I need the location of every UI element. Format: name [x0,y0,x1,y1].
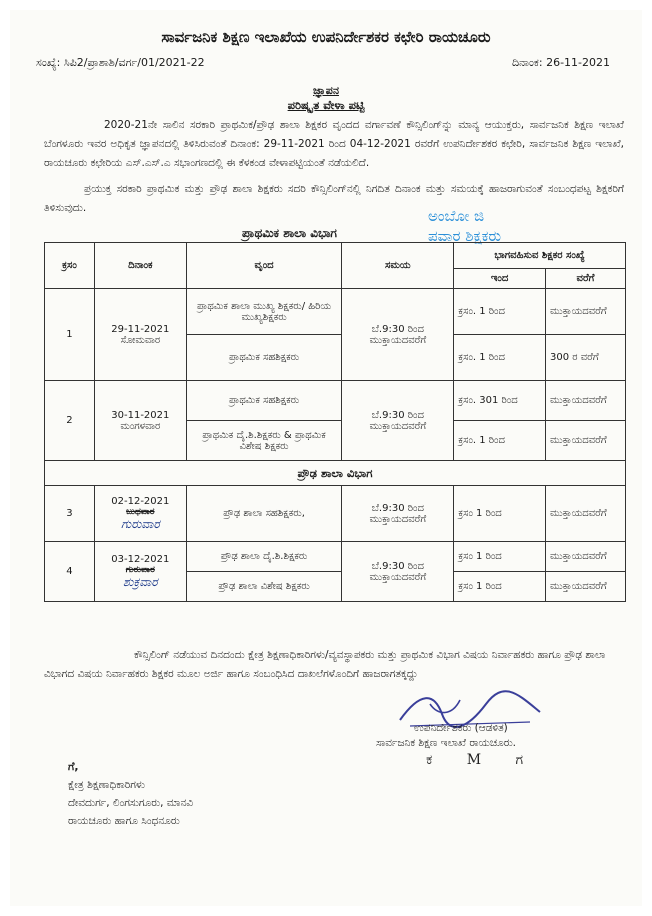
row-day-printed: ಗುರುವಾರ [125,564,155,575]
row-date [94,542,186,602]
schedule-table [44,242,626,602]
row-time: ಬೆ.9:30 ರಿಂದ ಮುಕ್ತಾಯದವರೆಗೆ [342,381,454,461]
row-sl: 1 [45,289,95,381]
body-paragraph-1: 2020-21ನೇ ಸಾಲಿನ ಸರಕಾರಿ ಪ್ರಾಥಮಿಕ/ಪ್ರೌಢ ಶಾಲಾ ಶಿಕ್ಷಕರ ವೃಂದದ ವರ್ಗಾವಣೆ ಕೌನ್ಸಿಲಿಂಗ್‌ನ್ನು ಮಾನ್ಯ ಆಯುಕ್ತರು, ಸಾರ್ವಜನಿಕ ಶಿಕ್ಷಣ ಇಲಾಖೆ ಬೆಂಗಳೂರು ಇವರ ಅಧಿಕೃತ ಜ್ಞಾಪನದಲ್ಲಿ ತಿಳಿಸಿರುವಂತೆ ದಿನಾಂಕ: 29-11-2021 ರಿಂದ 04-12-2021 ರವರೆಗೆ ಉಪನಿರ್ದೇಶಕರ ಕಛೇರಿ, ಸಾರ್ವಜನಿಕ ಶಿಕ್ಷಣ ಇಲಾಖೆ, ರಾಯಚೂರು ಕಛೇರಿಯ ಎಸ್.ಎಸ್.ಎ ಸಭಾಂಗಣದಲ್ಲಿ ಈ ಕೆಳಕಂಡ ವೇಳಾಪಟ್ಟಿಯಂತೆ ನಡೆಯಲಿದೆ. [44,119,624,169]
primary-section-heading: ಪ್ರಾಥಮಿಕ ಶಾಲಾ ವಿಭಾಗ [242,226,337,240]
row-from: ಕ್ರಸಂ. 301 ರಿಂದ [454,381,546,421]
reference-number: ಸಂಖ್ಯೆ: ಸಿಪಿ2/ಪ್ರಾಶಾಶಿ/ವರ್ಗ/01/2021-22 [36,56,205,69]
row-cadre: ಪ್ರಾಥಮಿಕ ಶಾಲಾ ಮುಖ್ಯ ಶಿಕ್ಷಕರು/ ಹಿರಿಯ ಮುಖ್ಯಶಿಕ್ಷಕರು [186,289,342,335]
table-row [45,486,626,542]
row-from: ಕ್ರಸಂ 1 ರಿಂದ [454,542,546,572]
row-to: 300 ರ ವರೆಗೆ [546,335,626,381]
recipients-list [68,776,193,830]
overlay-line-2: ಪವಾರ ಶಿಕ್ಷಕರು [428,227,502,245]
row-day: ಸೋಮವಾರ [120,334,161,346]
header-cadre: ವೃಂದ [186,243,342,289]
header-to: ವರೆಗೆ [546,269,626,289]
notice-subtitle: ಪರಿಷ್ಕೃತ ವೇಳಾ ಪಟ್ಟಿ [287,98,365,112]
row-date-value: 29-11-2021 [111,323,170,335]
recipient-line: ದೇವದುರ್ಗ, ಲಿಂಗಸುಗೂರು, ಮಾನವಿ [68,797,194,809]
row-sl: 4 [45,542,95,602]
notice-label: ಜ್ಞಾಪನ [313,84,339,97]
row-day-handwritten: ಶುಕ್ರವಾರ [123,574,158,589]
recipients-label: ಗೆ, [68,760,79,773]
table-row [45,289,626,335]
row-day: ಮಂಗಳವಾರ [120,420,161,432]
row-cadre: ಪ್ರೌಢ ಶಾಲಾ ವಿಶೇಷ ಶಿಕ್ಷಕರು [186,572,342,602]
row-from: ಕ್ರಸಂ. 1 ರಿಂದ [454,289,546,335]
header-time: ಸಮಯ [342,243,454,289]
header-from: ಇಂದ [454,269,546,289]
row-time: ಬೆ.9:30 ರಿಂದ ಮುಕ್ತಾಯದವರೆಗೆ [342,542,454,602]
row-date-value: 02-12-2021 [111,495,170,507]
row-from: ಕ್ರಸಂ. 1 ರಿಂದ [454,335,546,381]
recipient-line: ಕ್ಷೇತ್ರ ಶಿಕ್ಷಣಾಧಿಕಾರಿಗಳು [68,779,145,791]
secondary-section-row [45,461,626,486]
row-cadre: ಪ್ರೌಢ ಶಾಲಾ ಸಹಶಿಕ್ಷಕರು, [186,486,342,542]
overlay-line-1: ಅಂಬೋ ಜಿ [428,207,485,225]
table-row [45,381,626,421]
footer-paragraph: ಕೌನ್ಸಿಲಿಂಗ್ ನಡೆಯುವ ದಿನದಂದು ಕ್ಷೇತ್ರ ಶಿಕ್ಷಣಾಧಿಕಾರಿಗಳು/ವ್ಯವಸ್ಥಾಪಕರು ಮತ್ತು ಪ್ರಾಥಮಿಕ ವಿಭಾಗ ವಿಷಯ ನಿರ್ವಾಹಕರು ಹಾಗೂ ಪ್ರೌಢ ಶಾಲಾ ವಿಭಾಗದ ವಿಷಯ ನಿರ್ವಾಹಕರು ಶಿಕ್ಷಕರ ಮೂಲ ಅರ್ಜಿ ಹಾಗೂ ಸಂಬಂಧಿಸಿದ ದಾಖಲೆಗಳೊಂದಿಗೆ ಹಾಜರಾಗತಕ್ಕದ್ದು [44,649,606,680]
row-to: ಮುಕ್ತಾಯದವರೆಗೆ [546,289,626,335]
row-date [94,486,186,542]
body-paragraph-2: ಪ್ರಯುಕ್ತ ಸರಕಾರಿ ಪ್ರಾಥಮಿಕ ಮತ್ತು ಪ್ರೌಢ ಶಾಲಾ ಶಿಕ್ಷಕರು ಸದರಿ ಕೌನ್ಸಿಲಿಂಗ್‌ನಲ್ಲಿ ನಿಗದಿತ ದಿನಾಂಕ ಮತ್ತು ಸಮಯಕ್ಕೆ ಹಾಜರಾಗುವಂತೆ ಸಂಬಂಧಪಟ್ಟ ಶಿಕ್ಷಕರಿಗೆ ತಿಳಿಸುವುದು. [44,183,624,214]
row-to: ಮುಕ್ತಾಯದವರೆಗೆ [546,381,626,421]
row-date-value: 03-12-2021 [111,553,170,565]
overlay-annotation [428,206,501,246]
signatory-department: ಸಾರ್ವಜನಿಕ ಶಿಕ್ಷಣ ಇಲಾಖೆ ರಾಯಚೂರು. [376,737,516,749]
row-from: ಕ್ರಸಂ 1 ರಿಂದ [454,486,546,542]
recipient-line: ರಾಯಚೂರು ಹಾಗೂ ಸಿಂಧನೂರು [68,815,180,827]
signatory-designation: ಉಪನಿರ್ದೇಶಕರು (ಆಡಳಿತ) [414,722,508,734]
secondary-section-heading: ಪ್ರೌಢ ಶಾಲಾ ವಿಭಾಗ [45,461,626,486]
header-count: ಭಾಗವಹಿಸುವ ಶಿಕ್ಷಕರ ಸಂಖ್ಯೆ [454,243,626,269]
row-time: ಬೆ.9:30 ರಿಂದ ಮುಕ್ತಾಯದವರೆಗೆ [342,486,454,542]
row-cadre: ಪ್ರಾಥಮಿಕ ಸಹಶಿಕ್ಷಕರು [186,381,342,421]
row-to: ಮುಕ್ತಾಯದವರೆಗೆ [546,486,626,542]
office-title: ಸಾರ್ವಜನಿಕ ಶಿಕ್ಷಣ ಇಲಾಖೆಯ ಉಪನಿರ್ದೇಶಕರ ಕಛೇರಿ ರಾಯಚೂರು [161,28,491,46]
row-to: ಮುಕ್ತಾಯದವರೆಗೆ [546,542,626,572]
issue-date: ದಿನಾಂಕ: 26-11-2021 [511,56,610,69]
document-page [10,10,642,906]
signatory-initials: ಕ M ಗ [426,752,524,768]
row-sl: 3 [45,486,95,542]
row-day-handwritten: ಗುರುವಾರ [120,516,160,531]
header-date: ದಿನಾಂಕ [94,243,186,289]
row-to: ಮುಕ್ತಾಯದವರೆಗೆ [546,572,626,602]
row-cadre: ಪ್ರಾಥಮಿಕ ದೈ.ಶಿ.ಶಿಕ್ಷಕರು & ಪ್ರಾಥಮಿಕ ವಿಶೇಷ ಶಿಕ್ಷಕರು [186,421,342,461]
row-to: ಮುಕ್ತಾಯದವರೆಗೆ [546,421,626,461]
row-date [94,381,186,461]
row-cadre: ಪ್ರೌಢ ಶಾಲಾ ದೈ.ಶಿ.ಶಿಕ್ಷಕರು [186,542,342,572]
row-date [94,289,186,381]
row-date-value: 30-11-2021 [111,409,170,421]
table-row [45,542,626,572]
row-time: ಬೆ.9:30 ರಿಂದ ಮುಕ್ತಾಯದವರೆಗೆ [342,289,454,381]
row-cadre: ಪ್ರಾಥಮಿಕ ಸಹಶಿಕ್ಷಕರು [186,335,342,381]
row-sl: 2 [45,381,95,461]
header-sl: ಕ್ರಸಂ [45,243,95,289]
row-day-printed: ಬುಧವಾರ [126,506,155,517]
row-from: ಕ್ರಸಂ. 1 ರಿಂದ [454,421,546,461]
row-from: ಕ್ರಸಂ 1 ರಿಂದ [454,572,546,602]
